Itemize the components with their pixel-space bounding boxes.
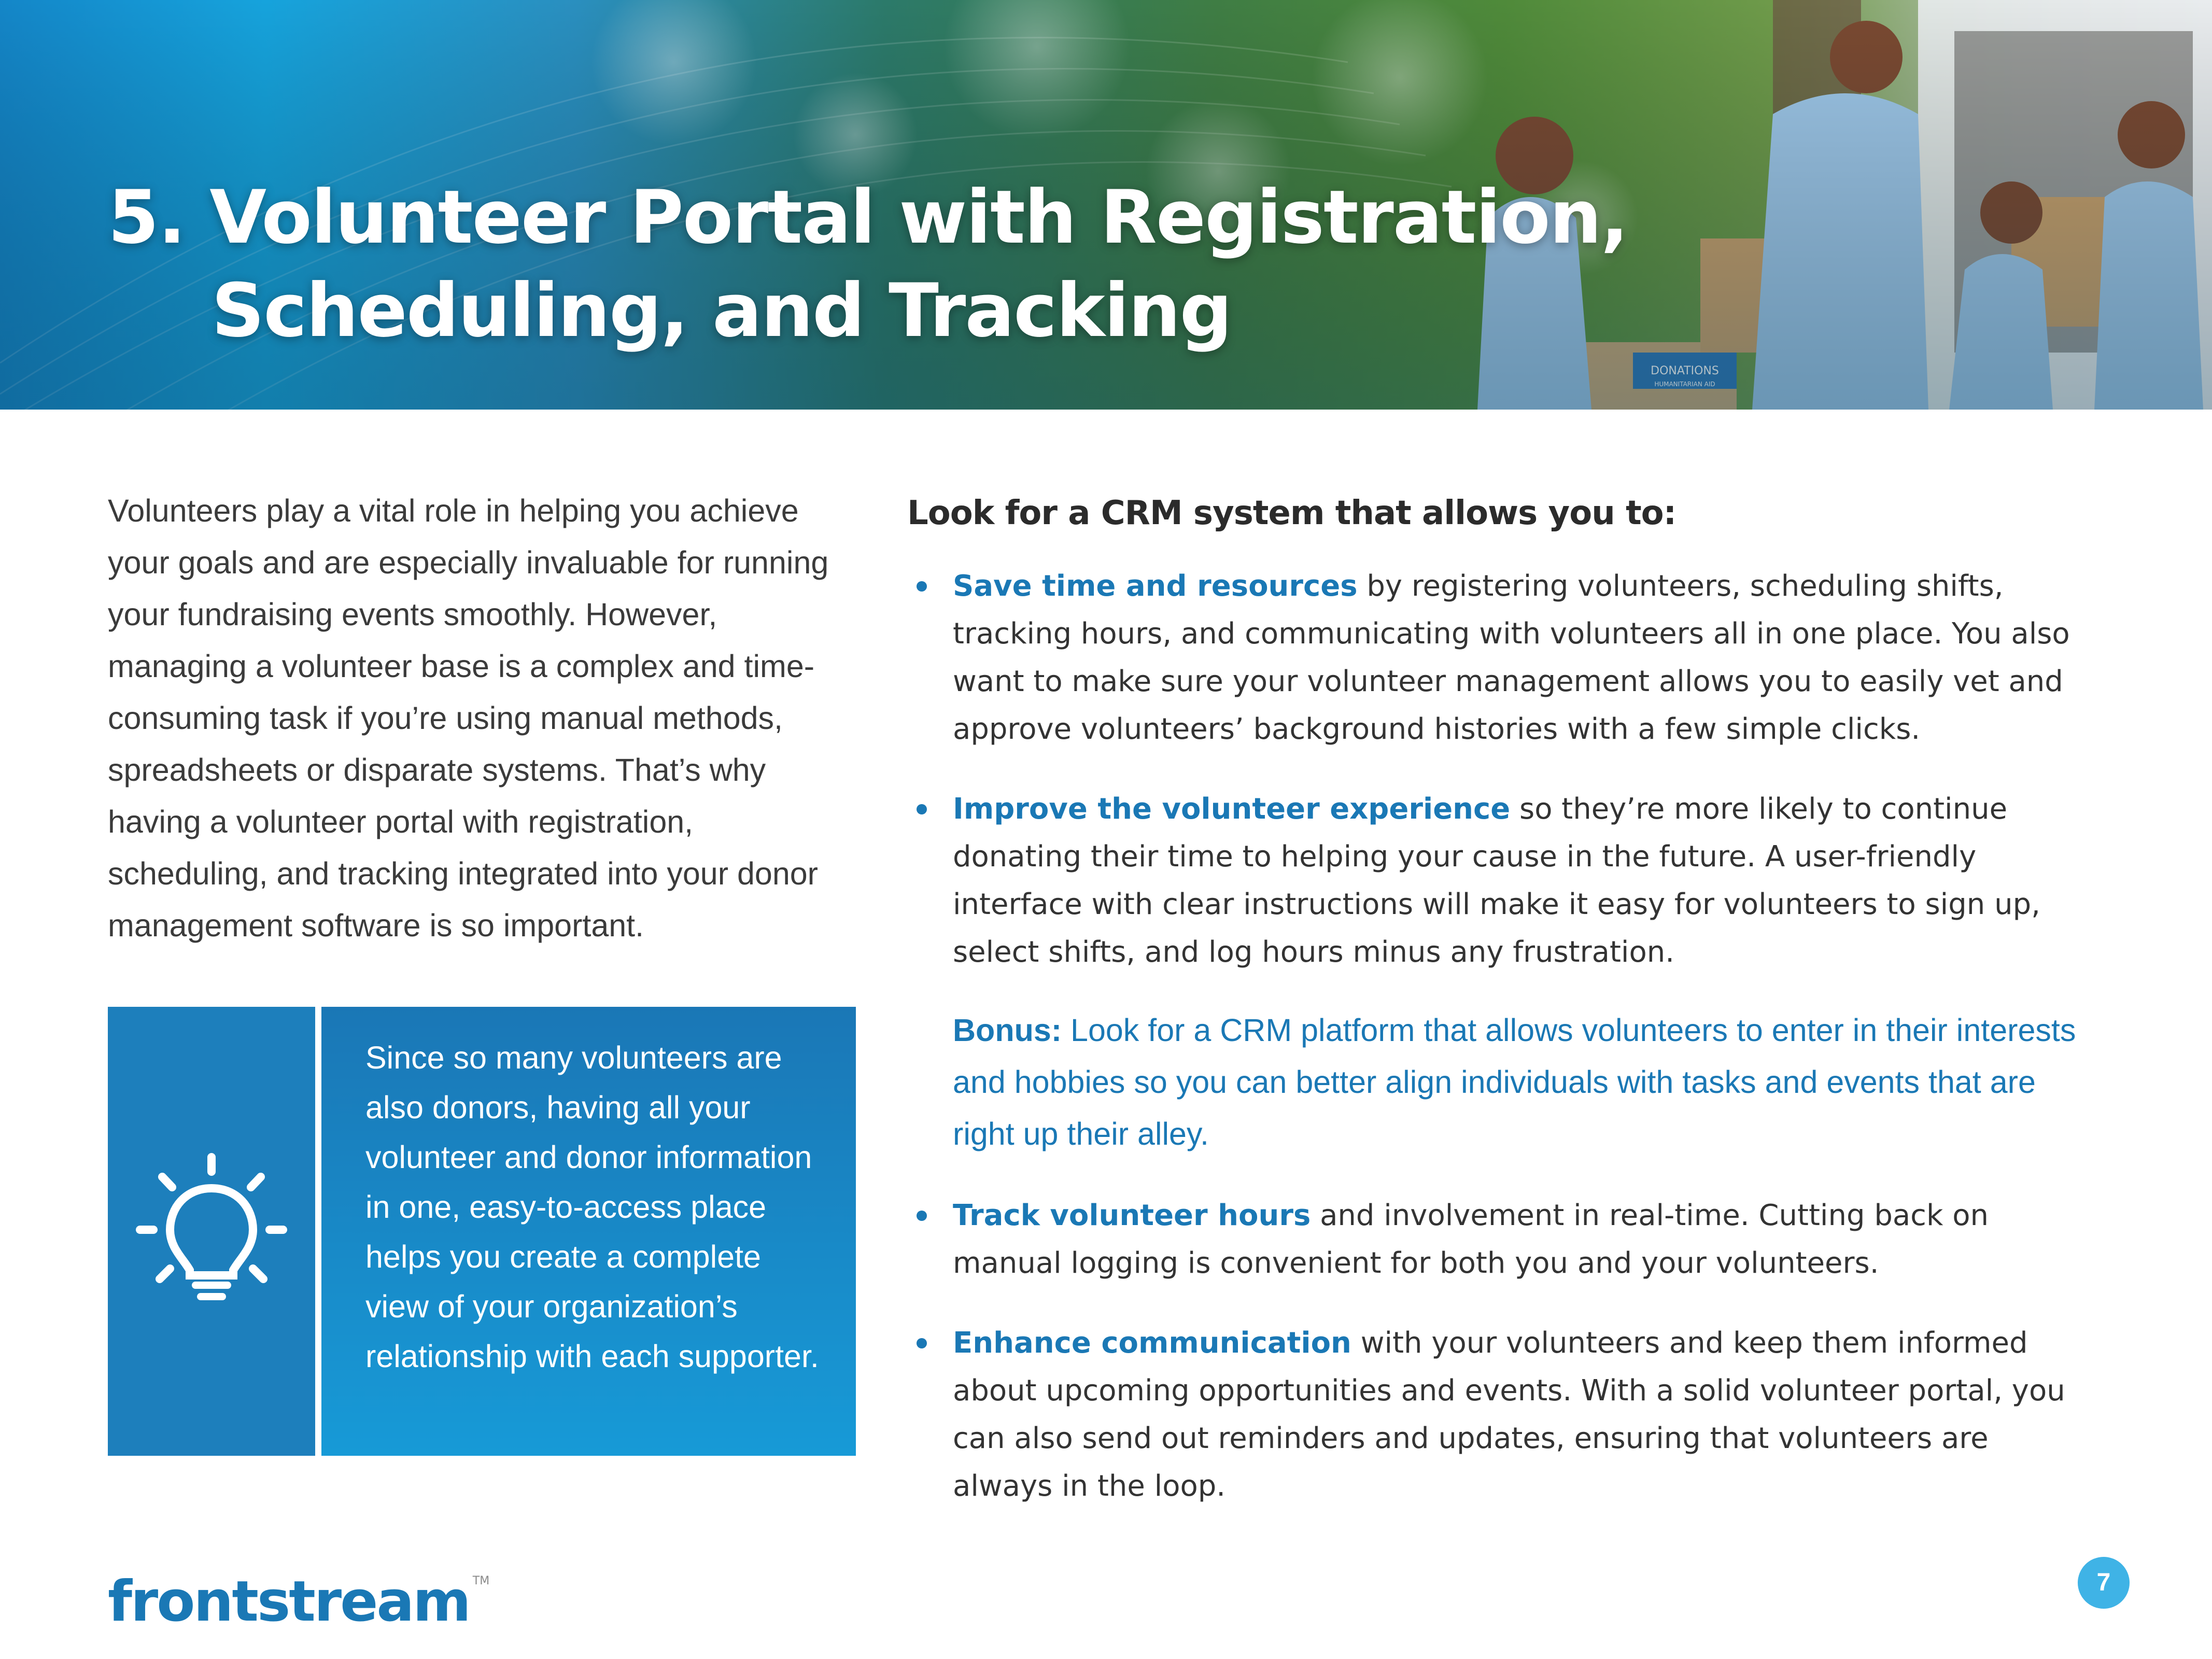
callout-box: [108, 1007, 856, 1456]
bullet-text: and involvement in real-time. Cutting back on manual logging is convenient for both you and your volunteers.: [953, 1199, 1989, 1280]
crm-heading: Look for a CRM system that allows you to:: [907, 494, 1676, 532]
page-title: [108, 171, 1628, 358]
list-item: [907, 785, 2079, 976]
bullet-lead: Improve the volunteer experience: [953, 792, 1511, 826]
frontstream-logo: [108, 1550, 489, 1633]
bullet-lead: Track volunteer hours: [953, 1199, 1311, 1232]
list-item: [907, 1319, 2079, 1510]
bullet-dot: [917, 1338, 927, 1348]
callout-icon-panel: [108, 1007, 315, 1456]
hero-banner: [0, 0, 2212, 410]
logo-text: frontstream: [108, 1569, 470, 1634]
callout-text-panel: [321, 1007, 856, 1456]
bonus-note: [907, 1004, 2079, 1160]
trademark: TM: [472, 1574, 490, 1587]
crm-bullet-list: [907, 563, 2079, 1510]
bullet-text: so they’re more likely to continue donating their time to helping your cause in the future. A user-friendly interface with clear instructions will make it easy for volunteers to sign up, select shifts, and log hours minus any frustration.: [953, 792, 2040, 969]
bonus-lead: Bonus:: [953, 1013, 1062, 1048]
list-item: [907, 1192, 2079, 1287]
bullet-lead: Save time and resources: [953, 569, 1358, 603]
bullet-lead: Enhance communication: [953, 1326, 1351, 1360]
list-item: [907, 563, 2079, 753]
intro-paragraph: Volunteers play a vital role in helping you achieve your goals and are especially invaluable for running your fundraising events smoothly. However, managing a volunteer base is a complex and time-consuming task if you’re using manual methods, spreadsheets or disparate systems. That’s why having a volunteer portal with registration, scheduling, and tracking integrated into your donor management software is so important.: [108, 493, 829, 943]
lightbulb-icon: [134, 1152, 289, 1307]
bullet-text: with your volunteers and keep them informed about upcoming opportunities and events. With a solid volunteer portal, you can also send out reminders and updates, ensuring that volunteers are always in the loop.: [953, 1326, 2065, 1503]
callout-text: Since so many volunteers are also donors, having all your volunteer and donor information in one, easy-to-access place helps you create a complete view of your organization’s relationship with each supporter.: [365, 1040, 819, 1374]
bonus-text: Look for a CRM platform that allows volunteers to enter in their interests and hobbies so you can better align individuals with tasks and events that are right up their alley.: [953, 1013, 2076, 1151]
bullet-text: by registering volunteers, scheduling shifts, tracking hours, and communicating with volunteers all in one place. You also want to make sure your volunteer management allows you to easily vet and approve volunteers’ background histories with a few simple clicks.: [953, 569, 2070, 746]
page-title-line-2: Scheduling, and Tracking: [212, 268, 1232, 354]
bullet-dot: [917, 1211, 927, 1221]
page-title-line-1: 5. Volunteer Portal with Registration,: [108, 175, 1628, 260]
bullet-dot: [917, 804, 927, 814]
bullet-dot: [917, 581, 927, 592]
page-number-badge: 7: [2078, 1557, 2130, 1609]
callout-divider: [315, 1007, 321, 1456]
